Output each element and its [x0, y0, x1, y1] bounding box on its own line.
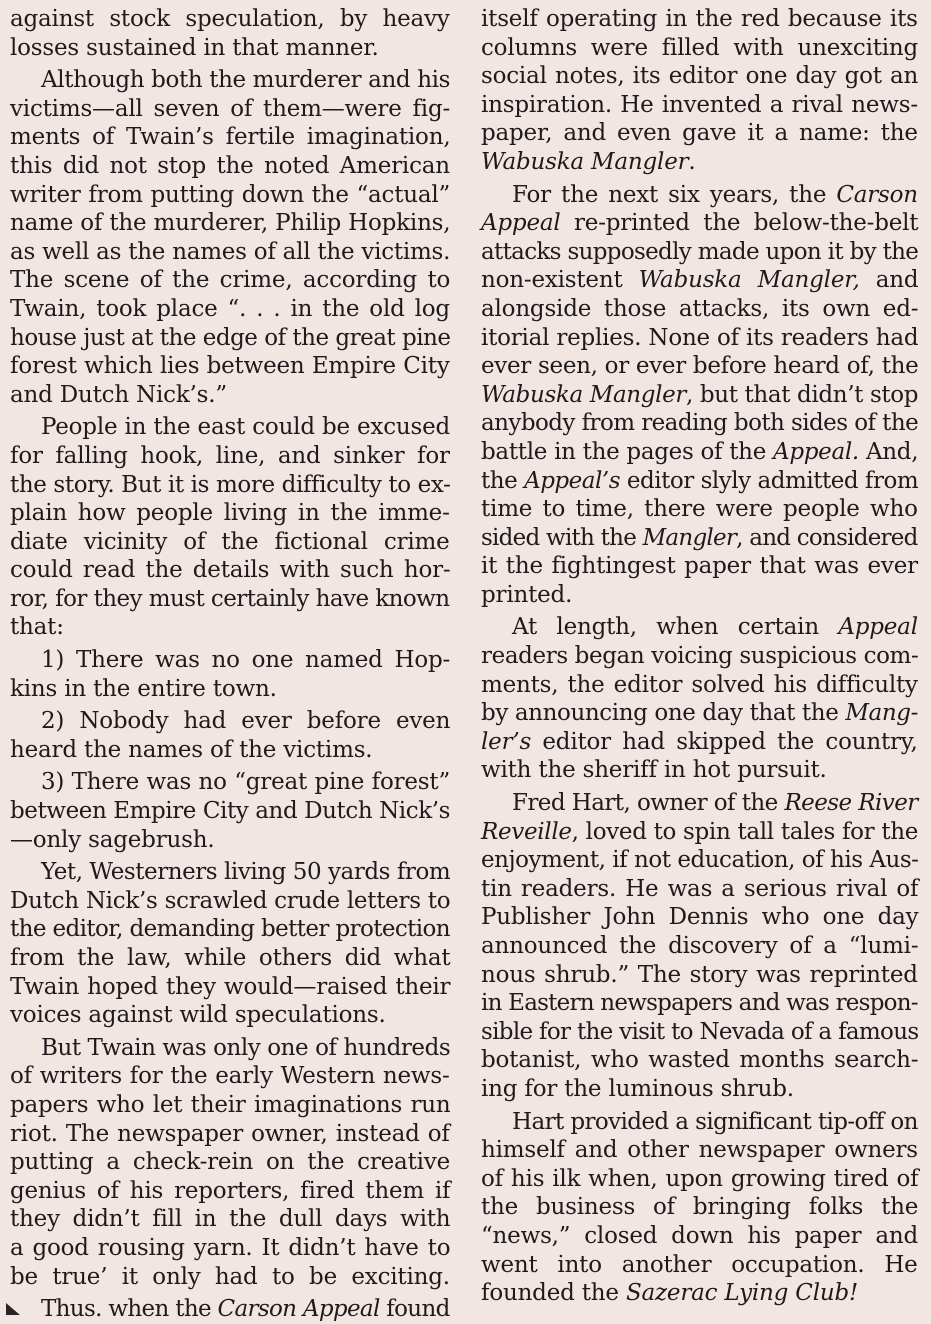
line-text: as well as the names of all the victims.: [10, 238, 451, 265]
text-line: [10, 1148, 450, 1177]
text-line: [10, 675, 450, 704]
text-line: [481, 846, 918, 875]
text-line: [481, 581, 918, 610]
line-text: , but that didn’t stop: [685, 381, 919, 408]
text-line: [481, 1165, 918, 1194]
text-line: [481, 238, 918, 267]
line-text: name of the murderer, Philip Hopkins,: [10, 210, 451, 237]
text-line: [481, 62, 918, 91]
text-line: [10, 887, 450, 916]
line-text: social notes, its editor one day got an: [481, 63, 919, 90]
line-text: forest which lies between Empire City: [10, 353, 450, 380]
line-text: columns were filled with unexciting: [481, 34, 919, 61]
line-text: writer from putting down the “actual”: [10, 181, 451, 208]
text-line: [481, 1046, 918, 1075]
text-line: [481, 409, 918, 438]
line-text: Publisher John Dennis who one day: [481, 904, 919, 931]
line-text: 1) There was no one named Hop-: [41, 647, 451, 674]
line-text: for falling hook, line, and sinker for: [10, 442, 450, 469]
line-text: battle in the pages of the: [481, 438, 774, 465]
text-line: [481, 148, 918, 177]
line-text: and Dutch Nick’s.”: [10, 381, 227, 408]
line-text: alongside those attacks, its own ed-: [481, 295, 919, 322]
text-line: [481, 818, 918, 847]
line-text: with the sheriff in hot pursuit.: [481, 757, 827, 784]
line-text: itself operating in the red because its: [481, 6, 918, 32]
line-text: could read the details with such hor-: [10, 557, 451, 584]
line-text: the story. But it is more difficulty to ex-: [10, 471, 451, 498]
text-line: [10, 209, 450, 238]
line-text: papers who let their imaginations run: [10, 1091, 451, 1118]
line-text: victims—all seven of them—were fig-: [10, 95, 451, 122]
italic-text: Sazerac Lying Club!: [625, 1280, 859, 1307]
line-text: be true’ it only had to be exciting.: [10, 1263, 450, 1290]
text-line: [10, 1062, 450, 1091]
line-text: attacks supposedly made upon it by the: [481, 238, 919, 265]
text-line: [481, 119, 918, 148]
text-line: [481, 5, 918, 34]
line-text: ever seen, or ever before heard of, the: [481, 353, 919, 380]
line-text: —only sagebrush.: [10, 826, 215, 853]
text-line: [481, 961, 918, 990]
text-line: [481, 989, 918, 1018]
line-text: Twain hoped they would—raised their: [10, 973, 451, 1000]
line-text: nous shrub.” The story was reprinted: [481, 961, 918, 988]
text-line: [481, 1018, 918, 1047]
text-line: [481, 552, 918, 581]
text-line: [10, 5, 450, 34]
line-text: genius of his reporters, fired them if: [10, 1177, 451, 1204]
line-text: between Empire City and Dutch Nick’s: [10, 798, 450, 825]
line-text: putting a check-rein on the creative: [10, 1149, 450, 1176]
line-text: voices against wild speculations.: [10, 1002, 386, 1029]
text-line: [481, 932, 918, 961]
text-line: [481, 1222, 918, 1251]
text-line: [10, 858, 450, 887]
line-text: The scene of the crime, according to: [10, 267, 451, 294]
italic-text: Carson Appeal: [217, 1296, 380, 1323]
corner-mark-icon: [6, 1303, 20, 1315]
line-text: they didn’t fill in the dull days with: [10, 1206, 451, 1233]
text-line: [481, 91, 918, 120]
text-line: [10, 768, 450, 797]
text-line: [481, 1108, 918, 1137]
text-line: [10, 66, 450, 95]
text-line: [10, 944, 450, 973]
text-line: [10, 1091, 450, 1120]
text-line: [10, 381, 450, 410]
line-text: the editor, demanding better protection: [10, 916, 450, 943]
line-text: botanist, who wasted months search-: [481, 1047, 919, 1074]
line-text: it the fightingest paper that was ever: [481, 553, 918, 580]
line-text: diate vicinity of the fictional crime: [10, 528, 450, 555]
text-line: [481, 34, 918, 63]
text-line: [10, 1295, 450, 1324]
text-line: [10, 324, 450, 353]
text-line: [10, 556, 450, 585]
italic-text: Wabuska Mangler: [481, 148, 689, 175]
line-text: went into another occupation. He: [481, 1251, 918, 1278]
line-text: 2) Nobody had ever before even: [41, 708, 451, 735]
text-line: [10, 34, 450, 63]
text-line: [481, 352, 918, 381]
text-line: [481, 381, 918, 410]
italic-text: Appeal: [838, 614, 918, 641]
line-text: Thus. when the: [41, 1296, 218, 1323]
line-text: the: [481, 467, 525, 494]
line-text: house just at the edge of the great pine: [10, 324, 451, 351]
line-text: Fred Hart, owner of the: [512, 790, 785, 817]
line-text: sible for the visit to Nevada of a famous: [481, 1018, 919, 1045]
text-line: [481, 671, 918, 700]
line-text: readers began voicing suspicious com-: [481, 643, 919, 670]
text-line: [10, 152, 450, 181]
line-text: sided with the: [481, 524, 643, 551]
text-line: [10, 123, 450, 152]
line-text: time to time, there were people who: [481, 496, 918, 523]
text-line: [10, 646, 450, 675]
italic-text: Carson: [836, 181, 918, 208]
line-text: People in the east could be excused: [41, 414, 451, 441]
line-text: this did not stop the noted American: [10, 152, 450, 179]
text-line: [10, 1205, 450, 1234]
text-line: [481, 613, 918, 642]
line-text: inspiration. He invented a rival news-: [481, 91, 918, 118]
text-line: [10, 95, 450, 124]
line-text: by announcing one day that the: [481, 700, 846, 727]
left-column: [10, 5, 450, 1324]
text-line: [10, 915, 450, 944]
line-text: heard the names of the victims.: [10, 736, 373, 763]
text-line: [481, 756, 918, 785]
text-line: [481, 1193, 918, 1222]
line-text: Twain, took place “. . . in the old log: [10, 295, 450, 322]
line-text: But Twain was only one of hundreds: [41, 1034, 451, 1061]
italic-text: Mang-: [845, 700, 918, 727]
text-line: [10, 797, 450, 826]
line-text: At length, when certain: [512, 614, 839, 641]
right-column: [481, 5, 918, 1308]
text-line: [481, 209, 918, 238]
line-text: For the next six years, the: [512, 181, 837, 208]
text-line: [10, 238, 450, 267]
text-line: [481, 324, 918, 353]
text-line: [481, 495, 918, 524]
line-text: re-printed the below-the-belt: [560, 210, 919, 237]
text-line: [481, 1075, 918, 1104]
line-text: tin readers. He was a serious rival of: [481, 875, 919, 902]
text-line: [10, 499, 450, 528]
line-text: ror, for they must certainly have known: [10, 585, 450, 612]
line-text: of writers for the early Western news-: [10, 1063, 450, 1090]
italic-text: ler’s: [481, 728, 532, 755]
line-text: ments, the editor solved his difficulty: [481, 671, 918, 698]
text-line: [481, 875, 918, 904]
text-line: [481, 1136, 918, 1165]
text-line: [10, 1120, 450, 1149]
italic-text: Mangler: [642, 524, 737, 551]
line-text: in Eastern newspapers and was respon-: [481, 990, 918, 1017]
line-text: , loved to spin tall tales for the: [571, 818, 919, 845]
text-line: [10, 442, 450, 471]
line-text: editor slyly admitted from: [620, 467, 919, 494]
text-line: [10, 1034, 450, 1063]
line-text: losses sustained in that manner.: [10, 34, 379, 61]
text-line: [481, 295, 918, 324]
line-text: Although both the murderer and his: [41, 67, 451, 94]
line-text: editor had skipped the country,: [531, 728, 918, 755]
line-text: .: [688, 148, 696, 175]
text-line: [10, 471, 450, 500]
text-line: [481, 438, 918, 467]
line-text: ments of Twain’s fertile imagination,: [10, 124, 451, 151]
text-line: [481, 524, 918, 553]
line-text: Hart provided a significant tip-off on: [512, 1108, 918, 1135]
text-line: [10, 352, 450, 381]
italic-text: Appeal’s: [524, 467, 621, 494]
text-line: [10, 585, 450, 614]
text-line: [10, 826, 450, 855]
italic-text: Appeal: [481, 210, 561, 237]
text-line: [481, 266, 918, 295]
line-text: Dutch Nick’s scrawled crude letters to: [10, 887, 451, 914]
italic-text: Reveille: [481, 818, 572, 845]
line-text: printed.: [481, 581, 573, 608]
line-text: found: [379, 1296, 450, 1323]
text-line: [10, 528, 450, 557]
text-line: [481, 642, 918, 671]
text-line: [481, 903, 918, 932]
text-line: [10, 613, 450, 642]
text-line: [481, 467, 918, 496]
line-text: that:: [10, 614, 64, 641]
line-text: “news,” closed down his paper and: [481, 1222, 918, 1249]
line-text: announced the discovery of a “lumi-: [481, 933, 919, 959]
text-line: [10, 736, 450, 765]
line-text: against stock speculation, by heavy: [10, 6, 450, 32]
line-text: itorial replies. None of its readers had: [481, 324, 919, 351]
text-line: [481, 699, 918, 728]
line-text: , and considered: [736, 524, 918, 551]
text-line: [481, 789, 918, 818]
text-line: [10, 1001, 450, 1030]
text-line: [10, 181, 450, 210]
italic-text: Appeal.: [773, 438, 859, 465]
text-line: [10, 266, 450, 295]
italic-text: Wabuska Mangler,: [638, 267, 860, 294]
text-line: [10, 1177, 450, 1206]
italic-text: Reese River: [784, 790, 918, 817]
line-text: 3) There was no “great pine forest”: [41, 769, 451, 796]
line-text: founded the: [481, 1280, 626, 1307]
line-text: And,: [858, 438, 919, 465]
line-text: and: [859, 267, 919, 294]
line-text: enjoyment, if not education, of his Aus-: [481, 847, 919, 874]
line-text: kins in the entire town.: [10, 675, 277, 702]
text-line: [10, 295, 450, 324]
line-text: himself and other newspaper owners: [481, 1137, 918, 1164]
text-line: [10, 1234, 450, 1263]
line-text: anybody from reading both sides of the: [481, 410, 919, 437]
text-line: [481, 728, 918, 757]
text-line: [10, 413, 450, 442]
text-line: [481, 1251, 918, 1280]
italic-text: Wabuska Mangler: [481, 381, 686, 408]
text-line: [481, 181, 918, 210]
line-text: Yet, Westerners living 50 yards from: [41, 859, 451, 886]
line-text: from the law, while others did what: [10, 945, 451, 971]
text-line: [10, 707, 450, 736]
text-line: [10, 1263, 450, 1292]
line-text: a good rousing yarn. It didn’t have to: [10, 1234, 451, 1261]
line-text: ing for the luminous shrub.: [481, 1075, 794, 1102]
line-text: of his ilk when, upon growing tired of: [481, 1165, 919, 1192]
line-text: riot. The newspaper owner, instead of: [10, 1120, 450, 1147]
line-text: non-existent: [481, 267, 639, 294]
text-line: [481, 1279, 918, 1308]
line-text: paper, and even gave it a name: the: [481, 120, 918, 147]
text-line: [10, 973, 450, 1002]
line-text: plain how people living in the imme-: [10, 500, 450, 527]
line-text: the business of bringing folks the: [481, 1194, 919, 1221]
